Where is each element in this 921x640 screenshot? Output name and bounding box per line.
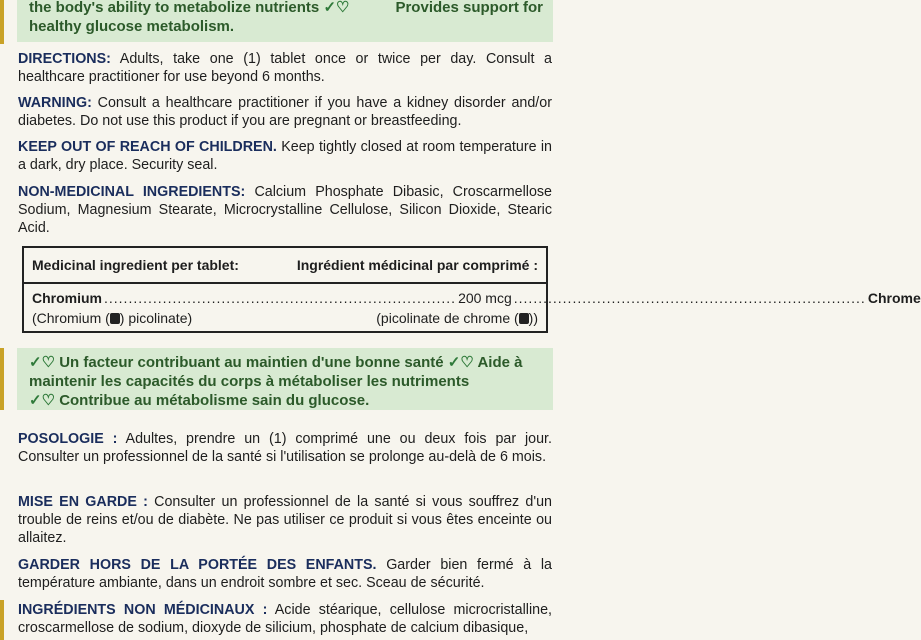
source-fr-end: )) [528,310,538,326]
source-fr-start: (picolinate de chrome ( [376,310,519,326]
claim-line: maintenir les capacités du corps à métaboliser les nutriments [29,373,470,390]
warning-text: Consult a healthcare practitioner if you have a kidney disorder and/or diabetes. Do not use this product if you are pregnant or breastfeeding. [18,95,552,129]
claim-line: Contribue au métabolisme sain du glucose. [59,392,370,409]
ingredient-dose: 200 mcg [458,290,512,306]
claims-box-english [17,0,553,42]
registered-symbol-icon [519,313,529,324]
source-en-start: (Chromium ( [32,310,110,326]
claim-line: Provides support for [395,0,543,16]
directions-label: DIRECTIONS: [18,51,111,67]
ingredient-fr: Chrome [867,290,921,306]
table-row-ingredient [32,290,921,306]
garder-label: GARDER HORS DE LA PORTÉE DES ENFANTS. [18,557,377,573]
medicinal-ingredient-table [22,246,921,333]
mise-en-garde-text: Consulter un professionnel de la santé si vous souffrez d'un trouble de reins et/ou de diabète. Ne pas utiliser ce produit si vous êtes enceinte ou allaitez. [18,494,552,546]
claims-box-french [17,348,553,410]
posologie-text: Adultes, prendre un (1) comprimé une ou deux fois par jour. Consulter un professionnel de la santé si l'utilisation se prolonge au-delà de 6 mois. [18,431,553,465]
table-row-source [32,310,538,326]
warning-paragraph [18,94,552,130]
table-header-fr: Ingrédient médicinal par comprimé : [296,257,538,273]
check-heart-icon: ✓♡ [29,392,56,409]
mise-en-garde-paragraph [18,493,552,547]
table-header [24,248,546,284]
garder-paragraph [18,556,552,592]
source-en-end: ) picolinate) [119,310,193,326]
claim-line: Aide à [477,354,523,371]
posologie-label: POSOLOGIE : [18,431,118,447]
directions-text: Adults, take one (1) tablet once or twice per day. Consult a healthcare practitioner for use beyond 6 months. [18,51,552,85]
posologie-paragraph [18,430,552,466]
check-heart-icon: ✓♡ [29,354,56,371]
table-header-en: Medicinal ingredient per tablet: [32,257,239,273]
check-heart-icon: ✓♡ [323,0,350,16]
registered-symbol-icon [110,313,120,324]
keep-out-paragraph [18,138,552,174]
non-medicinal-fr-text: Acide stéarique, cellulose microcristalline, croscarmellose de sodium, dioxyde de silicium, phosphate de calcium dibasique, [18,602,553,636]
claim-line: healthy glucose metabolism. [29,18,235,35]
directions-paragraph [18,50,552,86]
keep-out-text: Keep tightly closed at room temperature in a dark, dry place. Security seal. [18,139,552,173]
gold-accent-bar-bottom [0,600,4,640]
non-medicinal-en-paragraph [18,183,552,237]
warning-label: WARNING: [18,95,92,111]
mise-en-garde-label: MISE EN GARDE : [18,494,148,510]
garder-text: Garder bien fermé à la température ambiante, dans un endroit sombre et sec. Sceau de sécurité. [18,557,552,591]
claim-line: Un facteur contribuant au maintien d'une bonne santé [59,354,444,371]
non-medicinal-fr-paragraph [18,601,552,637]
ingredient-en: Chromium [32,290,102,306]
check-heart-icon: ✓♡ [447,354,474,371]
dot-leader: ........................................................................ [104,290,457,306]
non-medicinal-fr-label: INGRÉDIENTS NON MÉDICINAUX : [18,602,268,618]
dot-leader: ........................................................................ [513,290,866,306]
claim-line: the body's ability to metabolize nutrients [29,0,320,16]
gold-accent-bar-middle [0,348,4,410]
gold-accent-bar-top [0,0,4,44]
non-medicinal-en-label: NON-MEDICINAL INGREDIENTS: [18,184,246,200]
keep-out-label: KEEP OUT OF REACH OF CHILDREN. [18,139,277,155]
non-medicinal-en-text: Calcium Phosphate Dibasic, Croscarmellose Sodium, Magnesium Stearate, Microcrystalline Cellulose, Silicon Dioxide, Stearic Acid. [18,184,552,236]
